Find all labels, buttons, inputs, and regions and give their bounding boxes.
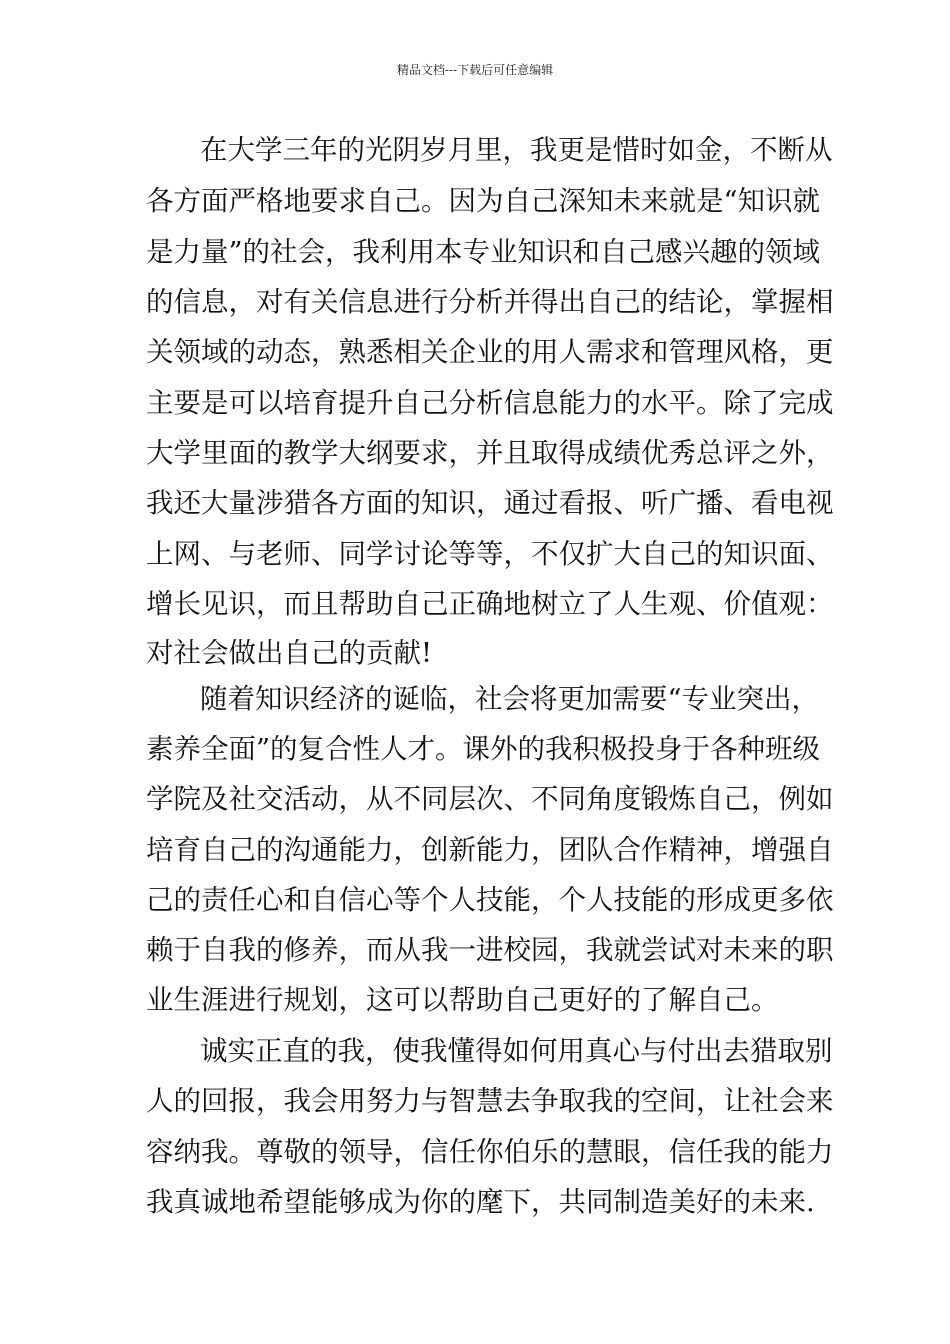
body-line: 主要是可以培育提升自己分析信息能力的水平。除了完成: [146, 387, 834, 419]
body-line: 大学里面的教学大纲要求，并且取得成绩优秀总评之外，: [146, 437, 834, 469]
body-line: 增长见识，而且帮助自己正确地树立了人生观、价值观：: [146, 588, 834, 620]
body-line: 上网、与老师、同学讨论等等，不仅扩大自己的知识面、: [146, 538, 834, 570]
body-line: 学院及社交活动，从不同层次、不同角度锻炼自己，例如: [146, 783, 834, 815]
body-line: 我还大量涉猎各方面的知识，通过看报、听广播、看电视: [146, 487, 834, 519]
body-line: 人的回报，我会用努力与智慧去争取我的空间，让社会来: [146, 1085, 834, 1117]
body-line: 培育自己的沟通能力，创新能力，团队合作精神，增强自: [146, 834, 834, 866]
body-line: 是力量”的社会，我利用本专业知识和自己感兴趣的领域: [146, 236, 821, 268]
body-line: 的信息，对有关信息进行分析并得出自己的结论，掌握相: [146, 286, 834, 318]
body-line: 随着知识经济的诞临，社会将更加需要“专业突出，: [200, 683, 820, 715]
body-line: 在大学三年的光阴岁月里，我更是惜时如金，不断从: [200, 134, 833, 166]
body-line: 素养全面”的复合性人才。课外的我积极投身于各种班级: [146, 733, 821, 765]
body-line: 己的责任心和自信心等个人技能，个人技能的形成更多依: [146, 884, 834, 916]
body-line: 关领域的动态，熟悉相关企业的用人需求和管理风格，更: [146, 336, 834, 368]
page-header: 精品文档---下载后可任意编辑: [396, 63, 554, 77]
body-line: 对社会做出自己的贡献!: [146, 637, 433, 669]
body-line: 各方面严格地要求自己。因为自己深知未来就是“知识就: [146, 185, 821, 217]
body-line: 容纳我。尊敬的领导，信任你伯乐的慧眼，信任我的能力: [146, 1136, 834, 1168]
body-line: 赖于自我的修养，而从我一进校园，我就尝试对未来的职: [146, 934, 834, 966]
body-line: 业生涯进行规划，这可以帮助自己更好的了解自己。: [146, 984, 779, 1016]
body-line: 诚实正直的我，使我懂得如何用真心与付出去猎取别: [200, 1035, 833, 1067]
body-line: 我真诚地希望能够成为你的麾下，共同制造美好的未来.: [146, 1186, 815, 1218]
